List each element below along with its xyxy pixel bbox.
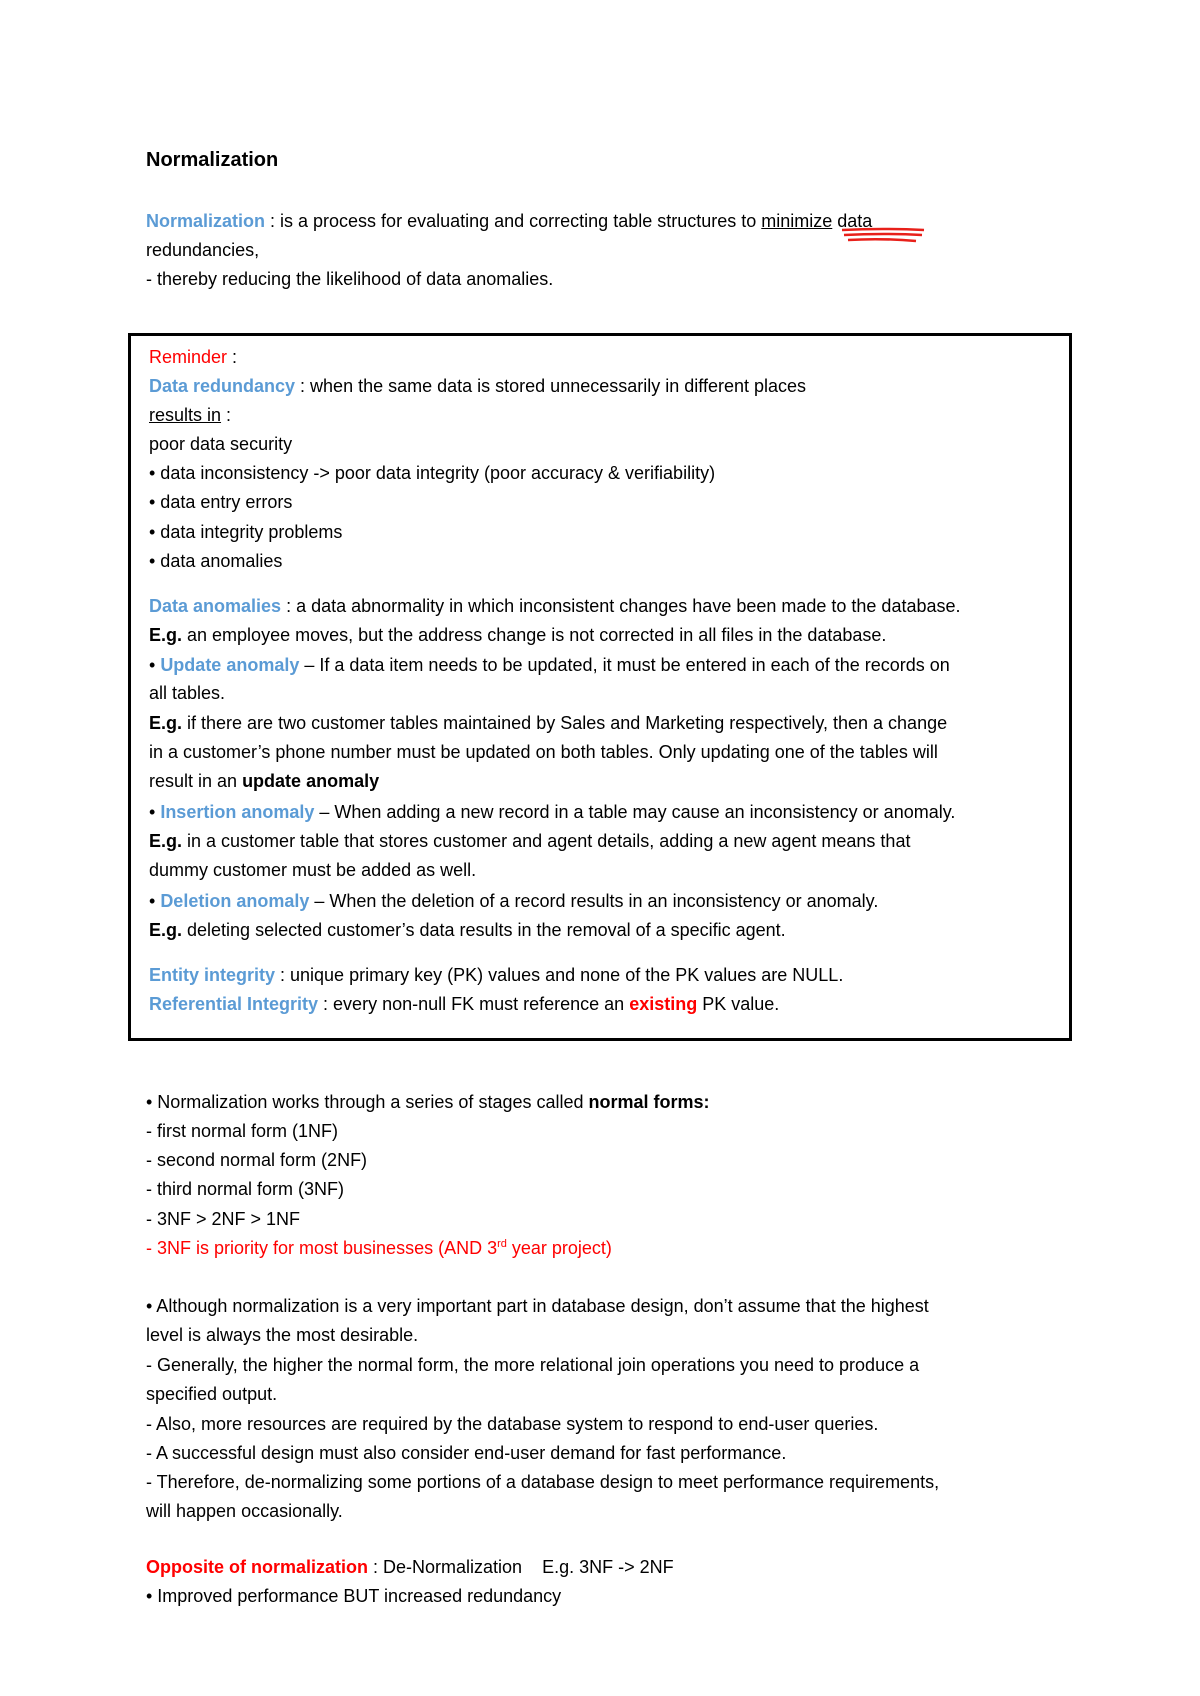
opposite-def: : De-Normalization E.g. 3NF -> 2NF	[368, 1557, 674, 1577]
insertion-anomaly-term: Insertion anomaly	[160, 802, 315, 822]
design-line: • Although normalization is a very important part in database design, don’t assume that the highest	[146, 1296, 929, 1316]
bullet: •	[149, 655, 161, 675]
eg-label: E.g.	[149, 831, 183, 851]
reminder-heading	[149, 346, 237, 368]
intro-line-3: - thereby reducing the likelihood of data anomalies.	[146, 269, 554, 289]
red-underline-scribble	[838, 226, 928, 248]
result-item: • data entry errors	[149, 492, 293, 512]
insertion-eg-text: in a customer table that stores customer and agent details, adding a new agent means that	[182, 831, 911, 851]
normal-forms-bold: normal forms:	[588, 1092, 710, 1112]
referential-integrity-line	[149, 993, 779, 1015]
opposite-term: Opposite of normalization	[146, 1557, 369, 1577]
update-anomaly-def: – If a data item needs to be updated, it must be entered in each of the records on	[299, 655, 950, 675]
redundancy-def: : when the same data is stored unnecessarily in different places	[295, 376, 806, 396]
update-anomaly-line	[149, 654, 950, 676]
intro-def: : is a process for evaluating and correcting table structures to	[265, 211, 762, 231]
result-item: • data anomalies	[149, 551, 283, 571]
normalization-term: Normalization	[146, 211, 266, 231]
bullet: •	[149, 802, 161, 822]
bullet: •	[149, 891, 161, 911]
normal-form-item: - third normal form (3NF)	[146, 1179, 345, 1199]
deletion-anomaly-term: Deletion anomaly	[160, 891, 310, 911]
result-item: • data integrity problems	[149, 522, 343, 542]
minimize-word: minimize	[761, 211, 833, 231]
intro-line-1	[146, 210, 872, 232]
result-item: poor data security	[149, 434, 293, 454]
anomalies-line	[149, 595, 961, 617]
normal-form-item: - 3NF > 2NF > 1NF	[146, 1209, 301, 1229]
update-eg-text: if there are two customer tables maintained by Sales and Marketing respectively, then a change	[182, 713, 948, 733]
intro-line-2: redundancies,	[146, 240, 260, 260]
eg-label: E.g.	[149, 920, 183, 940]
update-example-3	[149, 770, 379, 792]
design-line: - Therefore, de-normalizing some portions of a database design to meet performance requirements,	[146, 1472, 940, 1492]
eg-label: E.g.	[149, 713, 183, 733]
priority-sup: rd	[497, 1238, 507, 1250]
update-example-1	[149, 712, 947, 734]
deletion-eg-text: deleting selected customer’s data results in the removal of a specific agent.	[182, 920, 786, 940]
normal-form-item: - first normal form (1NF)	[146, 1121, 339, 1141]
update-anomaly-bold: update anomaly	[242, 771, 380, 791]
normal-form-item: - second normal form (2NF)	[146, 1150, 368, 1170]
entity-integrity-def: : unique primary key (PK) values and none of the PK values are NULL.	[275, 965, 844, 985]
referential-integrity-end: PK value.	[697, 994, 780, 1014]
design-line: level is always the most desirable.	[146, 1325, 419, 1345]
entity-integrity-term: Entity integrity	[149, 965, 276, 985]
eg-label: E.g.	[149, 625, 183, 645]
anomalies-def: : a data abnormality in which inconsistent changes have been made to the database.	[281, 596, 961, 616]
referential-integrity-term: Referential Integrity	[149, 994, 319, 1014]
design-line: - Generally, the higher the normal form, the more relational join operations you need to produce a	[146, 1355, 920, 1375]
reminder-colon: :	[227, 347, 238, 367]
design-line: - Also, more resources are required by the database system to respond to end-user queries.	[146, 1414, 879, 1434]
normal-forms-text: • Normalization works through a series of stages called	[146, 1092, 589, 1112]
deletion-anomaly-def: – When the deletion of a record results in an inconsistency or anomaly.	[309, 891, 879, 911]
deletion-anomaly-line	[149, 890, 878, 912]
intro-def-end: data	[832, 211, 873, 231]
anomalies-eg-text: an employee moves, but the address change is not corrected in all files in the database.	[182, 625, 887, 645]
update-anomaly-line-2: all tables.	[149, 683, 226, 703]
results-in-label: results in	[149, 405, 222, 425]
design-line: specified output.	[146, 1384, 278, 1404]
priority-text: - 3NF is priority for most businesses (AND 3	[146, 1238, 498, 1258]
reminder-box	[128, 333, 1072, 1041]
deletion-example	[149, 919, 786, 941]
results-in-line	[149, 404, 231, 426]
update-example-2: in a customer’s phone number must be updated on both tables. Only updating one of the tables will	[149, 742, 938, 762]
redundancy-line	[149, 375, 806, 397]
reminder-label: Reminder	[149, 347, 228, 367]
insertion-example-2: dummy customer must be added as well.	[149, 860, 477, 880]
opposite-line	[146, 1556, 674, 1578]
insertion-example-1	[149, 830, 910, 852]
normal-forms-intro	[146, 1091, 710, 1113]
opposite-line-2: • Improved performance BUT increased redundancy	[146, 1586, 562, 1606]
redundancy-term: Data redundancy	[149, 376, 296, 396]
anomalies-example	[149, 624, 886, 646]
existing-word: existing	[629, 994, 698, 1014]
result-item: • data inconsistency -> poor data integrity (poor accuracy & verifiability)	[149, 463, 716, 483]
entity-integrity-line	[149, 964, 843, 986]
results-colon: :	[221, 405, 232, 425]
referential-integrity-def: : every non-null FK must reference an	[318, 994, 630, 1014]
update-anomaly-term: Update anomaly	[160, 655, 300, 675]
update-eg-text: result in an	[149, 771, 243, 791]
design-line: will happen occasionally.	[146, 1501, 343, 1521]
anomalies-term: Data anomalies	[149, 596, 282, 616]
insertion-anomaly-def: – When adding a new record in a table may cause an inconsistency or anomaly.	[314, 802, 956, 822]
insertion-anomaly-line	[149, 801, 955, 823]
priority-text-end: year project)	[506, 1238, 612, 1258]
priority-line	[146, 1237, 612, 1259]
page-title: Normalization	[146, 149, 279, 171]
design-line: - A successful design must also consider end-user demand for fast performance.	[146, 1443, 787, 1463]
